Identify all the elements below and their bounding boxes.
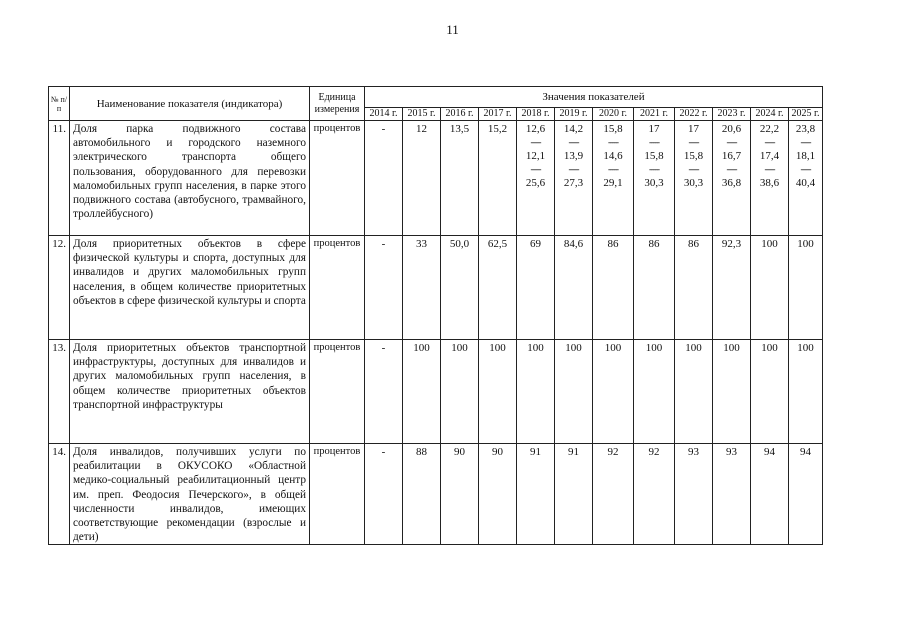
value-separator: ----- xyxy=(649,137,659,147)
indicators-table xyxy=(48,86,823,545)
value-separator: ----- xyxy=(530,137,541,147)
value-text: 12,1 xyxy=(525,150,546,162)
value-text: 92 xyxy=(648,446,660,458)
value-text: 20,6 xyxy=(721,123,742,135)
header-year: 2021 г. xyxy=(634,108,675,121)
value-text: 38,6 xyxy=(759,177,780,189)
value-cell xyxy=(634,121,675,236)
value-cell xyxy=(365,340,403,444)
value-cell xyxy=(479,340,517,444)
value-separator: ----- xyxy=(649,164,659,174)
value-cell xyxy=(555,236,593,340)
value-text: - xyxy=(381,342,386,354)
value-cell xyxy=(675,444,713,545)
value-text: 12 xyxy=(416,123,427,135)
value-text: 18,1 xyxy=(795,150,816,162)
value-text: - xyxy=(381,446,386,458)
value-text: 100 xyxy=(451,342,468,354)
header-unit: Единица измерения xyxy=(310,87,365,121)
header-year: 2019 г. xyxy=(555,108,593,121)
table-row xyxy=(49,444,823,545)
unit-cell: процентов xyxy=(310,340,365,444)
value-text: 15,2 xyxy=(487,123,508,135)
value-text: 15,8 xyxy=(644,150,664,162)
value-separator: ----- xyxy=(608,164,618,174)
value-text: 100 xyxy=(761,238,778,250)
value-cell xyxy=(403,121,441,236)
value-separator: ----- xyxy=(608,137,618,147)
indicator-name: Доля приоритетных объектов транспортной инфраструктуры, доступных для инвалидов и других маломобильных групп населения, в общем количестве приоритетных объектов транспортной инфраструктуры xyxy=(70,340,310,444)
value-text: 12,6 xyxy=(525,123,546,135)
value-text: 22,2 xyxy=(759,123,780,135)
value-text: 23,8 xyxy=(795,123,816,135)
unit-cell: процентов xyxy=(310,121,365,236)
value-text: 15,8 xyxy=(683,150,704,162)
value-text: 86 xyxy=(688,238,699,250)
value-text: 13,9 xyxy=(563,150,584,162)
value-separator: ----- xyxy=(726,164,737,174)
value-cell xyxy=(751,236,789,340)
value-text: 88 xyxy=(416,446,427,458)
value-cell xyxy=(593,121,634,236)
value-text: 14,2 xyxy=(563,123,584,135)
value-separator: ----- xyxy=(568,137,579,147)
page-number: 11 xyxy=(446,22,459,37)
value-text: 94 xyxy=(764,446,775,458)
value-cell xyxy=(789,121,823,236)
value-separator: ----- xyxy=(764,164,775,174)
value-text: 90 xyxy=(454,446,465,458)
value-text: 86 xyxy=(648,238,660,250)
value-cell xyxy=(479,236,517,340)
value-text: 100 xyxy=(685,342,702,354)
value-cell xyxy=(675,236,713,340)
value-text: 17 xyxy=(648,123,660,135)
indicator-name: Доля инвалидов, получивших услуги по реабилитации в ОКУСОКО «Областной медико-социальный реабилитационный центр им. преп. Феодосия Печерского», в общей численности инвалидов, имеющих соответствующие рекомендации (взрослые и дети) xyxy=(70,444,310,545)
value-separator: ----- xyxy=(726,137,737,147)
value-separator: ----- xyxy=(764,137,775,147)
value-text: - xyxy=(381,123,386,135)
value-text: 100 xyxy=(723,342,740,354)
value-text: 93 xyxy=(726,446,737,458)
value-cell xyxy=(634,340,675,444)
value-cell xyxy=(593,444,634,545)
value-text: 27,3 xyxy=(563,177,584,189)
header-year: 2014 г. xyxy=(365,108,403,121)
value-cell xyxy=(751,444,789,545)
value-cell xyxy=(555,340,593,444)
value-cell xyxy=(517,236,555,340)
value-separator: ----- xyxy=(800,137,811,147)
value-cell xyxy=(751,121,789,236)
value-text: 86 xyxy=(607,238,619,250)
indicator-name: Доля парка подвижного состава автомобильного и городского наземного электрического транспорта общего пользования, оборудованного для перевозки маломобильных групп населения, в парке этого подвижного состава (автобусного, трамвайного, троллейбусного) xyxy=(70,121,310,236)
value-cell xyxy=(517,121,555,236)
value-text: 100 xyxy=(527,342,544,354)
value-text: 33 xyxy=(416,238,427,250)
value-cell xyxy=(517,340,555,444)
value-text: 17 xyxy=(688,123,699,135)
value-text: 100 xyxy=(797,342,814,354)
value-cell xyxy=(713,121,751,236)
value-cell xyxy=(517,444,555,545)
value-cell xyxy=(403,340,441,444)
value-text: 17,4 xyxy=(759,150,780,162)
value-cell xyxy=(789,340,823,444)
value-cell xyxy=(365,236,403,340)
value-text: 92,3 xyxy=(721,238,742,250)
value-text: 13,5 xyxy=(449,123,470,135)
value-cell xyxy=(441,444,479,545)
value-text: 100 xyxy=(797,238,814,250)
header-year: 2015 г. xyxy=(403,108,441,121)
row-number: 12. xyxy=(49,236,70,340)
header-name: Наименование показателя (индикатора) xyxy=(70,87,310,121)
header-num: № п/п xyxy=(49,87,70,121)
value-cell xyxy=(441,236,479,340)
value-separator: ----- xyxy=(568,164,579,174)
value-cell xyxy=(713,444,751,545)
value-cell xyxy=(593,340,634,444)
header-year: 2018 г. xyxy=(517,108,555,121)
value-cell xyxy=(675,121,713,236)
value-text: 40,4 xyxy=(795,177,816,189)
header-year: 2020 г. xyxy=(593,108,634,121)
value-text: 62,5 xyxy=(487,238,508,250)
value-cell xyxy=(479,444,517,545)
unit-cell: процентов xyxy=(310,236,365,340)
value-cell xyxy=(713,340,751,444)
table-row xyxy=(49,121,823,236)
value-text: 100 xyxy=(645,342,663,354)
value-cell xyxy=(441,340,479,444)
header-year: 2024 г. xyxy=(751,108,789,121)
value-separator: ----- xyxy=(688,164,699,174)
header-year: 2022 г. xyxy=(675,108,713,121)
value-cell xyxy=(751,340,789,444)
table-row xyxy=(49,236,823,340)
value-cell xyxy=(555,121,593,236)
value-cell xyxy=(441,121,479,236)
value-cell xyxy=(713,236,751,340)
value-text: 15,8 xyxy=(603,123,623,135)
value-cell xyxy=(634,236,675,340)
value-text: 94 xyxy=(800,446,811,458)
header-year: 2025 г. xyxy=(789,108,823,121)
value-text: 100 xyxy=(565,342,582,354)
value-cell xyxy=(789,444,823,545)
value-text: 30,3 xyxy=(644,177,664,189)
value-text: 14,6 xyxy=(603,150,623,162)
value-text: 50,0 xyxy=(449,238,470,250)
header-values: Значения показателей xyxy=(365,87,823,108)
value-text: 93 xyxy=(688,446,699,458)
value-text: 30,3 xyxy=(683,177,704,189)
header-year: 2023 г. xyxy=(713,108,751,121)
table-row xyxy=(49,340,823,444)
unit-cell: процентов xyxy=(310,444,365,545)
value-text: 91 xyxy=(568,446,579,458)
value-cell xyxy=(675,340,713,444)
value-separator: ----- xyxy=(530,164,541,174)
value-separator: ----- xyxy=(800,164,811,174)
value-text: 100 xyxy=(489,342,506,354)
value-separator: ----- xyxy=(688,137,699,147)
value-text: 100 xyxy=(413,342,430,354)
header-year: 2017 г. xyxy=(479,108,517,121)
value-text: 100 xyxy=(604,342,622,354)
value-text: 25,6 xyxy=(525,177,546,189)
header-year: 2016 г. xyxy=(441,108,479,121)
value-cell xyxy=(479,121,517,236)
value-text: 90 xyxy=(492,446,503,458)
value-cell xyxy=(365,444,403,545)
value-text: 84,6 xyxy=(563,238,584,250)
value-cell xyxy=(555,444,593,545)
value-cell xyxy=(365,121,403,236)
value-text: - xyxy=(381,238,386,250)
indicator-name: Доля приоритетных объектов в сфере физической культуры и спорта, доступных для инвалидов и других маломобильных групп населения, в общем количестве приоритетных объектов в сфере физической культуры и спорта xyxy=(70,236,310,340)
value-cell xyxy=(634,444,675,545)
row-number: 13. xyxy=(49,340,70,444)
value-text: 29,1 xyxy=(603,177,623,189)
value-cell xyxy=(593,236,634,340)
value-text: 69 xyxy=(530,238,541,250)
row-number: 14. xyxy=(49,444,70,545)
value-text: 91 xyxy=(530,446,541,458)
value-cell xyxy=(403,236,441,340)
value-cell xyxy=(403,444,441,545)
value-text: 36,8 xyxy=(721,177,742,189)
value-text: 92 xyxy=(607,446,619,458)
value-text: 100 xyxy=(761,342,778,354)
value-cell xyxy=(789,236,823,340)
value-text: 16,7 xyxy=(721,150,742,162)
row-number: 11. xyxy=(49,121,70,236)
